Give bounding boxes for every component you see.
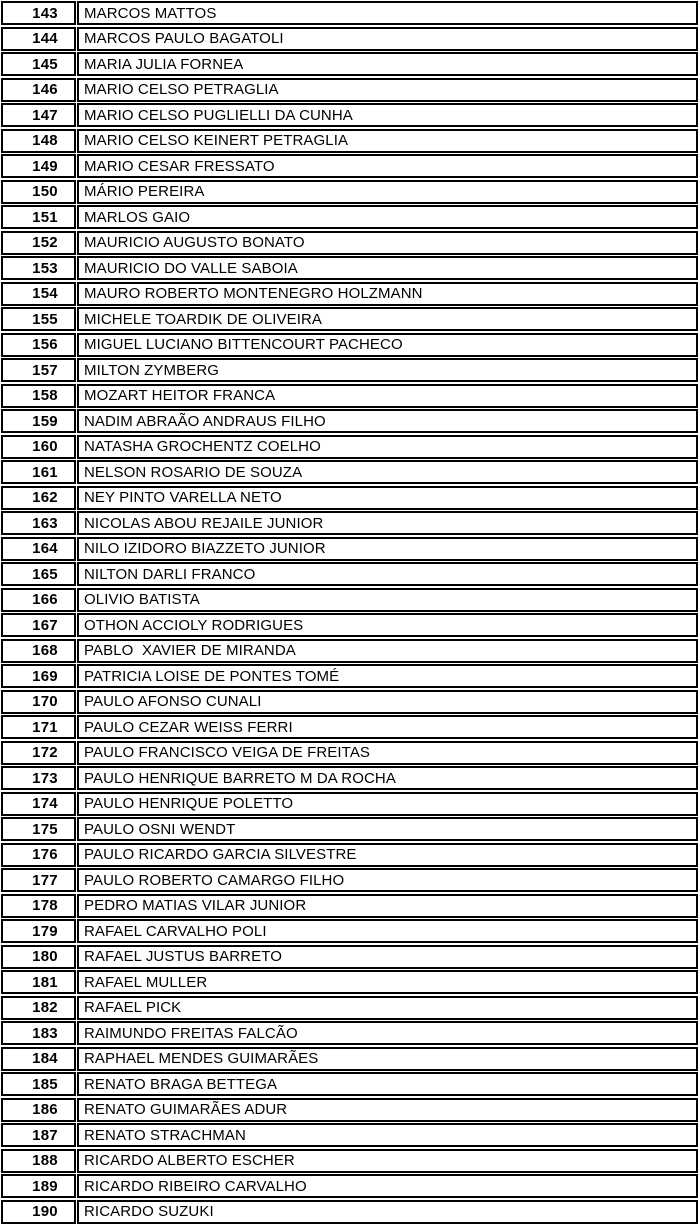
row-name-cell: MARCOS PAULO BAGATOLI xyxy=(77,27,698,51)
row-name-cell: NEY PINTO VARELLA NETO xyxy=(77,486,698,510)
row-number-cell: 187 xyxy=(1,1123,76,1147)
row-number-cell: 184 xyxy=(1,1047,76,1071)
table-row xyxy=(1,205,698,229)
row-number-cell: 178 xyxy=(1,894,76,918)
row-number-cell: 152 xyxy=(1,231,76,255)
table-row xyxy=(1,358,698,382)
row-number-cell: 173 xyxy=(1,766,76,790)
table-row xyxy=(1,741,698,765)
row-number-cell: 168 xyxy=(1,639,76,663)
row-name-cell: MAURO ROBERTO MONTENEGRO HOLZMANN xyxy=(77,282,698,306)
row-number-cell: 181 xyxy=(1,970,76,994)
table-row xyxy=(1,384,698,408)
row-number-cell: 164 xyxy=(1,537,76,561)
row-name-cell: MARIO CELSO KEINERT PETRAGLIA xyxy=(77,129,698,153)
row-name-cell: RAFAEL MULLER xyxy=(77,970,698,994)
row-name-cell: RENATO STRACHMAN xyxy=(77,1123,698,1147)
row-number-cell: 174 xyxy=(1,792,76,816)
table-row xyxy=(1,1047,698,1071)
row-number-cell: 186 xyxy=(1,1098,76,1122)
table-row xyxy=(1,817,698,841)
row-number-cell: 165 xyxy=(1,562,76,586)
row-name-cell: PAULO FRANCISCO VEIGA DE FREITAS xyxy=(77,741,698,765)
row-number-cell: 180 xyxy=(1,945,76,969)
table-row xyxy=(1,613,698,637)
table-row xyxy=(1,435,698,459)
row-number-cell: 175 xyxy=(1,817,76,841)
row-name-cell: NATASHA GROCHENTZ COELHO xyxy=(77,435,698,459)
row-number-cell: 161 xyxy=(1,460,76,484)
row-number-cell: 171 xyxy=(1,715,76,739)
table-row xyxy=(1,919,698,943)
table-row xyxy=(1,282,698,306)
row-name-cell: MICHELE TOARDIK DE OLIVEIRA xyxy=(77,307,698,331)
row-number-cell: 177 xyxy=(1,868,76,892)
table-row xyxy=(1,511,698,535)
row-number-cell: 146 xyxy=(1,78,76,102)
table-row xyxy=(1,460,698,484)
row-name-cell: MOZART HEITOR FRANCA xyxy=(77,384,698,408)
row-name-cell: RAPHAEL MENDES GUIMARÃES xyxy=(77,1047,698,1071)
row-name-cell: RAFAEL PICK xyxy=(77,996,698,1020)
row-number-cell: 155 xyxy=(1,307,76,331)
row-name-cell: PAULO HENRIQUE BARRETO M DA ROCHA xyxy=(77,766,698,790)
row-name-cell: PABLO XAVIER DE MIRANDA xyxy=(77,639,698,663)
table-row xyxy=(1,180,698,204)
table-row xyxy=(1,1200,698,1224)
row-name-cell: PAULO ROBERTO CAMARGO FILHO xyxy=(77,868,698,892)
row-number-cell: 144 xyxy=(1,27,76,51)
row-name-cell: NILO IZIDORO BIAZZETO JUNIOR xyxy=(77,537,698,561)
table-row xyxy=(1,1,698,25)
row-name-cell: PAULO HENRIQUE POLETTO xyxy=(77,792,698,816)
row-name-cell: MARLOS GAIO xyxy=(77,205,698,229)
row-name-cell: RICARDO RIBEIRO CARVALHO xyxy=(77,1174,698,1198)
table-row xyxy=(1,231,698,255)
row-name-cell: RICARDO SUZUKI xyxy=(77,1200,698,1224)
row-number-cell: 149 xyxy=(1,154,76,178)
row-name-cell: NILTON DARLI FRANCO xyxy=(77,562,698,586)
row-name-cell: RENATO BRAGA BETTEGA xyxy=(77,1072,698,1096)
row-number-cell: 162 xyxy=(1,486,76,510)
row-name-cell: MARIO CELSO PUGLIELLI DA CUNHA xyxy=(77,103,698,127)
row-number-cell: 147 xyxy=(1,103,76,127)
row-number-cell: 156 xyxy=(1,333,76,357)
table-row xyxy=(1,843,698,867)
table-row xyxy=(1,664,698,688)
table-row xyxy=(1,639,698,663)
row-number-cell: 153 xyxy=(1,256,76,280)
row-number-cell: 185 xyxy=(1,1072,76,1096)
row-number-cell: 158 xyxy=(1,384,76,408)
row-name-cell: PEDRO MATIAS VILAR JUNIOR xyxy=(77,894,698,918)
row-name-cell: OLIVIO BATISTA xyxy=(77,588,698,612)
row-name-cell: RENATO GUIMARÃES ADUR xyxy=(77,1098,698,1122)
table-row xyxy=(1,945,698,969)
row-name-cell: PAULO CEZAR WEISS FERRI xyxy=(77,715,698,739)
row-name-cell: NADIM ABRAÃO ANDRAUS FILHO xyxy=(77,409,698,433)
row-name-cell: PAULO OSNI WENDT xyxy=(77,817,698,841)
row-name-cell: PAULO AFONSO CUNALI xyxy=(77,690,698,714)
row-name-cell: MAURICIO DO VALLE SABOIA xyxy=(77,256,698,280)
table-row xyxy=(1,154,698,178)
row-number-cell: 145 xyxy=(1,52,76,76)
row-name-cell: MARIO CELSO PETRAGLIA xyxy=(77,78,698,102)
row-number-cell: 182 xyxy=(1,996,76,1020)
table-row xyxy=(1,792,698,816)
table-row xyxy=(1,1021,698,1045)
row-number-cell: 148 xyxy=(1,129,76,153)
row-number-cell: 189 xyxy=(1,1174,76,1198)
row-number-cell: 166 xyxy=(1,588,76,612)
table-row xyxy=(1,103,698,127)
row-name-cell: MIGUEL LUCIANO BITTENCOURT PACHECO xyxy=(77,333,698,357)
row-name-cell: NICOLAS ABOU REJAILE JUNIOR xyxy=(77,511,698,535)
table-row xyxy=(1,1072,698,1096)
table-row xyxy=(1,766,698,790)
row-number-cell: 169 xyxy=(1,664,76,688)
row-number-cell: 183 xyxy=(1,1021,76,1045)
row-name-cell: MÁRIO PEREIRA xyxy=(77,180,698,204)
table-row xyxy=(1,1123,698,1147)
row-name-cell: MILTON ZYMBERG xyxy=(77,358,698,382)
row-name-cell: RAFAEL CARVALHO POLI xyxy=(77,919,698,943)
row-number-cell: 188 xyxy=(1,1149,76,1173)
table-row xyxy=(1,256,698,280)
row-name-cell: RICARDO ALBERTO ESCHER xyxy=(77,1149,698,1173)
table-row xyxy=(1,1174,698,1198)
row-number-cell: 179 xyxy=(1,919,76,943)
row-name-cell: MARCOS MATTOS xyxy=(77,1,698,25)
table-row xyxy=(1,486,698,510)
table-row xyxy=(1,27,698,51)
table-row xyxy=(1,307,698,331)
table-row xyxy=(1,333,698,357)
table-row xyxy=(1,588,698,612)
table-row xyxy=(1,52,698,76)
table-row xyxy=(1,690,698,714)
row-number-cell: 154 xyxy=(1,282,76,306)
table-row xyxy=(1,1098,698,1122)
table-row xyxy=(1,78,698,102)
table-row xyxy=(1,894,698,918)
table-row xyxy=(1,996,698,1020)
table-row xyxy=(1,129,698,153)
row-name-cell: NELSON ROSARIO DE SOUZA xyxy=(77,460,698,484)
row-number-cell: 170 xyxy=(1,690,76,714)
row-number-cell: 143 xyxy=(1,1,76,25)
table-row xyxy=(1,562,698,586)
table-row xyxy=(1,970,698,994)
row-number-cell: 157 xyxy=(1,358,76,382)
table-row xyxy=(1,409,698,433)
table-row xyxy=(1,715,698,739)
row-number-cell: 159 xyxy=(1,409,76,433)
row-name-cell: MAURICIO AUGUSTO BONATO xyxy=(77,231,698,255)
table-row xyxy=(1,868,698,892)
table-row xyxy=(1,537,698,561)
row-number-cell: 176 xyxy=(1,843,76,867)
row-name-cell: RAFAEL JUSTUS BARRETO xyxy=(77,945,698,969)
row-number-cell: 190 xyxy=(1,1200,76,1224)
row-name-cell: PATRICIA LOISE DE PONTES TOMÉ xyxy=(77,664,698,688)
row-number-cell: 163 xyxy=(1,511,76,535)
row-name-cell: MARIA JULIA FORNEA xyxy=(77,52,698,76)
row-number-cell: 172 xyxy=(1,741,76,765)
row-name-cell: OTHON ACCIOLY RODRIGUES xyxy=(77,613,698,637)
row-name-cell: MARIO CESAR FRESSATO xyxy=(77,154,698,178)
row-number-cell: 167 xyxy=(1,613,76,637)
row-number-cell: 151 xyxy=(1,205,76,229)
table-row xyxy=(1,1149,698,1173)
row-number-cell: 160 xyxy=(1,435,76,459)
row-name-cell: PAULO RICARDO GARCIA SILVESTRE xyxy=(77,843,698,867)
row-number-cell: 150 xyxy=(1,180,76,204)
row-name-cell: RAIMUNDO FREITAS FALCÃO xyxy=(77,1021,698,1045)
